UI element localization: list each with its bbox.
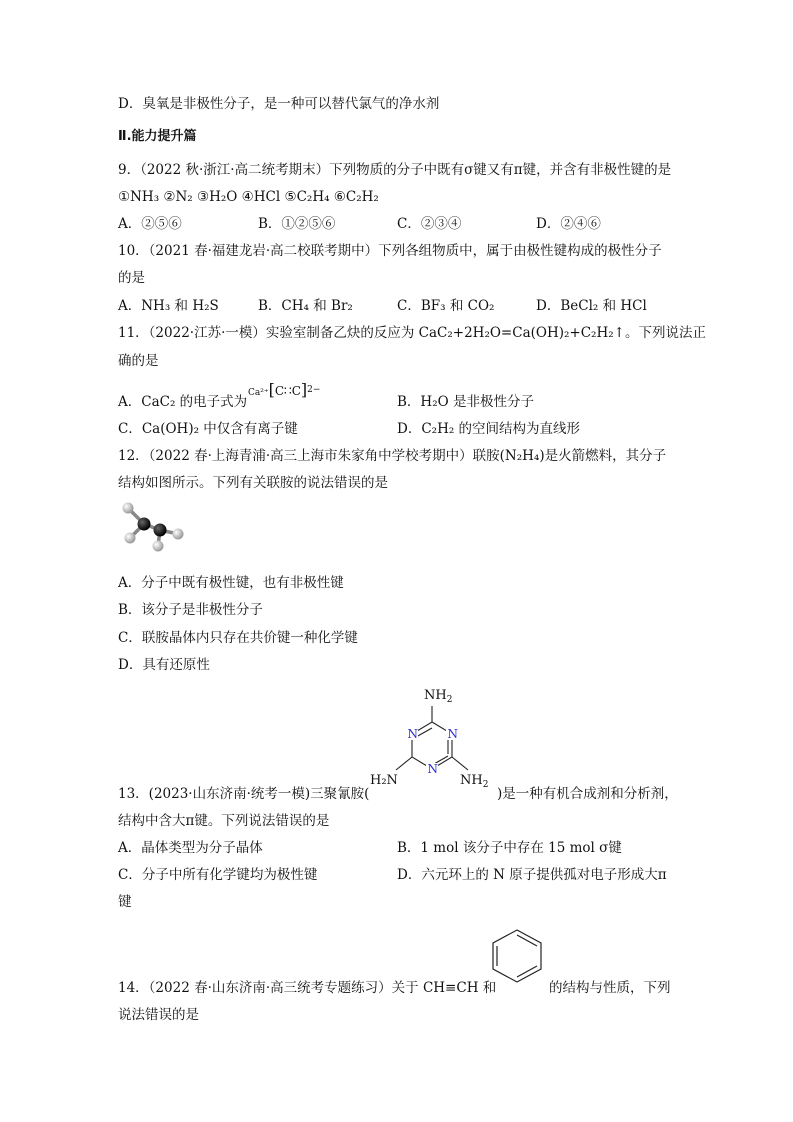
h-atom — [153, 541, 164, 552]
section-title: Ⅱ.能力提升篇 — [118, 129, 197, 144]
h-atom — [125, 533, 136, 544]
q14-stem-pre: 14．（2022 春·山东济南·高三统考专题练习）关于 CH≡CH 和 — [118, 980, 497, 996]
q11-option-c: C．Ca(OH)₂ 中仅含有离子键 — [118, 421, 298, 437]
n-atom — [154, 524, 167, 537]
q13-stem-pre: 13．(2023·山东济南·统考一模)三聚氰胺( — [118, 786, 370, 802]
q12-stem: 12．（2022 春·上海青浦·高三上海市朱家角中学校考期中）联胺(N₂H₄)是火箭燃料，其分子 — [118, 448, 667, 464]
q9-option-c: C．②③④ — [397, 216, 462, 232]
q13-option-b: B．1 mol 该分子中存在 15 mol σ键 — [397, 840, 622, 856]
bracket-right: ] — [300, 380, 308, 399]
q12-option-d: D．具有还原性 — [118, 657, 210, 673]
amino-right: $NH_2$ — [460, 773, 489, 790]
q14-stem-post: 的结构与性质，下列 — [549, 980, 671, 996]
q13-option-d: D．六元环上的 N 原子提供孤对电子形成大π — [397, 867, 667, 883]
c2-charge: 2− — [307, 385, 321, 395]
h-atom — [173, 529, 184, 540]
q10-option-b: B．CH₄ 和 Br₂ — [258, 298, 353, 314]
q13-stem-post: )是一种有机合成剂和分析剂， — [497, 786, 678, 802]
ring-n: N — [427, 762, 438, 776]
q11-stem-cont: 确的是 — [118, 353, 159, 369]
melamine-structure — [364, 680, 499, 805]
q12-option-b: B．该分子是非极性分子 — [118, 602, 263, 618]
ring-n: N — [447, 727, 458, 741]
n-atom — [138, 518, 151, 531]
q12-stem-cont: 结构如图所示。下列有关联胺的说法错误的是 — [118, 475, 388, 491]
q10-stem: 10．（2021 春·福建龙岩·高二校联考期中）下列各组物质中，属于由极性键构成的极性分子 — [118, 243, 662, 259]
q8-option-d: D．臭氧是非极性分子，是一种可以替代氯气的净水剂 — [118, 96, 440, 112]
q10-option-c: C．BF₃ 和 CO₂ — [397, 298, 495, 314]
c2-core: C∷C — [274, 384, 301, 398]
q10-stem-cont: 的是 — [118, 270, 145, 286]
q9-stem: 9．（2022 秋·浙江·高二统考期末）下列物质的分子中既有σ键又有π键，并含有非极性键的是 — [118, 162, 672, 178]
q13-option-c: C．分子中所有化学键均为极性键 — [118, 867, 318, 883]
bracket-left: [ — [268, 380, 275, 399]
ring-n: N — [407, 727, 418, 741]
hydrazine-ball-stick-model — [118, 500, 193, 552]
q11-stem: 11．（2022·江苏·一模）实验室制备乙炔的反应为 CaC₂+2H₂O=Ca(OH)₂+C₂H₂↑。下列说法正 — [118, 325, 706, 341]
h-atom — [123, 503, 134, 514]
q13-stem-cont: 结构中含大π键。下列说法错误的是 — [118, 813, 330, 829]
q11-option-d: D．C₂H₂ 的空间结构为直线形 — [397, 421, 581, 437]
q9-items: ①NH₃ ②N₂ ③H₂O ④HCl ⑤C₂H₄ ⑥C₂H₂ — [118, 189, 379, 205]
q10-option-d: D．BeCl₂ 和 HCl — [536, 298, 647, 314]
q11-option-b: B．H₂O 是非极性分子 — [397, 394, 534, 410]
q14-stem-cont: 说法错误的是 — [118, 1007, 199, 1023]
q12-option-c: C．联胺晶体内只存在共价键一种化学键 — [118, 630, 358, 646]
q9-option-b: B．①②⑤⑥ — [258, 216, 336, 232]
q9-option-d: D．②④⑥ — [536, 216, 601, 232]
electron-formula — [248, 382, 320, 401]
ca-ion: Ca²⁺ — [248, 388, 269, 398]
q12-option-a: A．分子中既有极性键，也有非极性键 — [118, 575, 344, 591]
q13-option-d-cont: 键 — [118, 894, 132, 910]
benzene-structure — [487, 928, 547, 984]
q11-option-a: A．CaC₂ 的电子式为 — [118, 394, 248, 410]
q9-option-a: A．②⑤⑥ — [118, 216, 182, 232]
q10-option-a: A．NH₃ 和 H₂S — [118, 298, 219, 314]
amino-left: H₂N — [370, 773, 398, 788]
q13-option-a: A．晶体类型为分子晶体 — [118, 840, 263, 856]
amino-top: $NH_2$ — [424, 688, 453, 705]
